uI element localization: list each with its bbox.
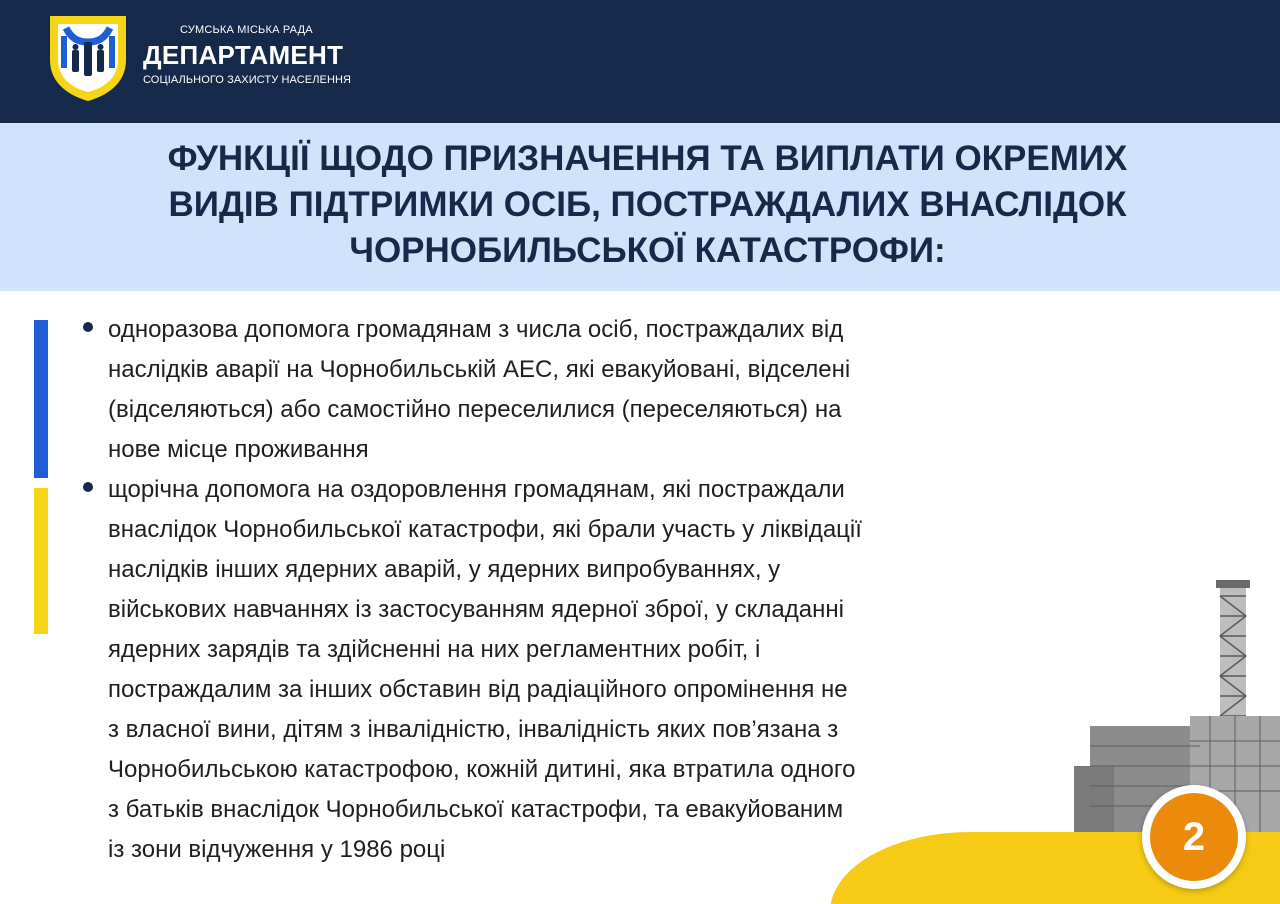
functions-list bbox=[108, 310, 1048, 870]
list-item-line: наслідків аварії на Чорнобильській АЕС, які евакуйовані, відселені bbox=[108, 356, 851, 383]
bullet-dot-icon bbox=[83, 482, 93, 492]
slide-title bbox=[0, 136, 1280, 274]
org-title: ДЕПАРТАМЕНТ bbox=[143, 40, 344, 70]
list-item-line: внаслідок Чорнобильської катастрофи, які брали участь у ліквідації bbox=[108, 516, 862, 543]
slide-title-line: ФУНКЦІЇ ЩОДО ПРИЗНАЧЕННЯ ТА ВИПЛАТИ ОКРЕМИХ bbox=[167, 139, 1128, 178]
list-item bbox=[108, 310, 1048, 470]
header-bar bbox=[0, 0, 1280, 123]
list-item-line: (відселяються) або самостійно переселилися (переселяються) на bbox=[108, 396, 842, 423]
list-item-line: щорічна допомога на оздоровлення громадянам, які постраждали bbox=[108, 476, 845, 503]
list-item-line: з батьків внаслідок Чорнобильської катастрофи, та евакуйованим bbox=[108, 796, 844, 823]
list-item-line: із зони відчуження у 1986 році bbox=[108, 836, 446, 863]
shield-logo-icon bbox=[46, 12, 130, 102]
list-item-line: з власної вини, дітям з інвалідністю, інвалідність яких пов’язана з bbox=[108, 716, 839, 743]
yellow-accent-bar bbox=[34, 488, 48, 634]
org-subtitle: СОЦІАЛЬНОГО ЗАХИСТУ НАСЕЛЕННЯ bbox=[143, 74, 352, 86]
list-item-line: ядерних зарядів та здійсненні на них регламентних робіт, і bbox=[108, 636, 761, 663]
slide-title-line: ВИДІВ ПІДТРИМКИ ОСІБ, ПОСТРАЖДАЛИХ ВНАСЛІДОК bbox=[168, 185, 1127, 224]
blue-accent-bar bbox=[34, 320, 48, 478]
org-parent-name: СУМСЬКА МІСЬКА РАДА bbox=[180, 24, 313, 36]
bullet-dot-icon bbox=[83, 322, 93, 332]
list-item-line: Чорнобильською катастрофою, кожній дитині, яка втратила одного bbox=[108, 756, 856, 783]
page-number: 2 bbox=[1150, 793, 1238, 881]
list-item-line: наслідків інших ядерних аварій, у ядерних випробуваннях, у bbox=[108, 556, 781, 583]
list-item bbox=[108, 470, 1048, 870]
list-item-line: військових навчаннях із застосуванням ядерної зброї, у складанні bbox=[108, 596, 844, 623]
slide-title-line: ЧОРНОБИЛЬСЬКОЇ КАТАСТРОФИ: bbox=[349, 231, 946, 270]
list-item-line: одноразова допомога громадянам з числа осіб, постраждалих від bbox=[108, 316, 844, 343]
list-item-line: нове місце проживання bbox=[108, 436, 369, 463]
list-item-line: постраждалим за інших обставин від радіаційного опромінення не bbox=[108, 676, 848, 703]
page-number-badge bbox=[1142, 785, 1246, 889]
